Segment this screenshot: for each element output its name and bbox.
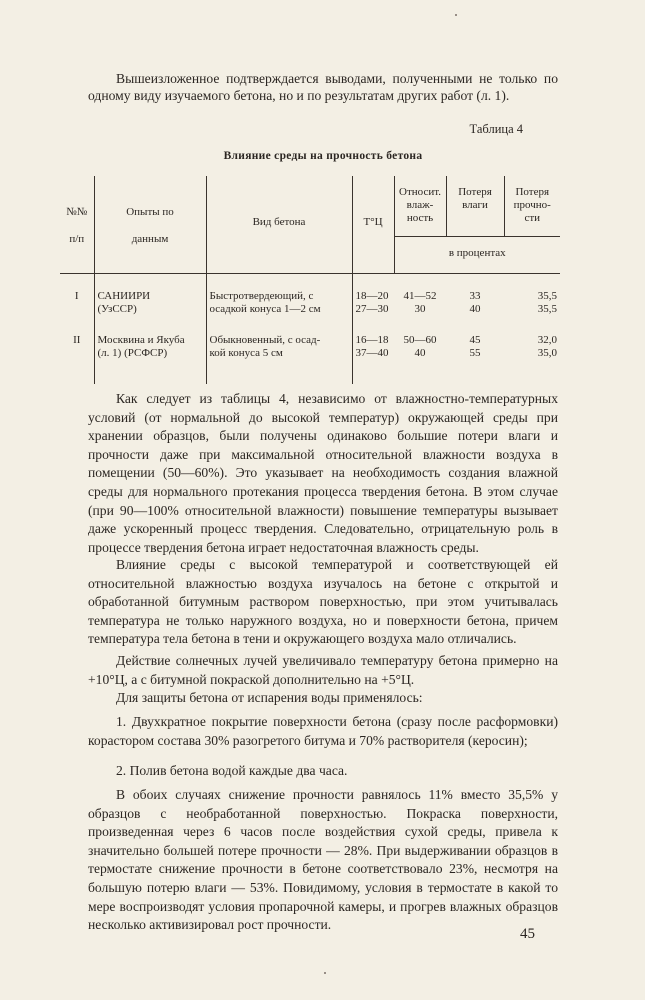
body-paragraph: 1. Двухкратное покрытие поверхности бетона (сразу после расформовки) корастором состава 30% разогретого битума и 70% растворителя (керосин); bbox=[88, 714, 558, 748]
body-paragraph: Как следует из таблицы 4, независимо от влажностно-температурных условий (от нормальной до высокой температур) окружающей среды при хранении образцов, были получены одинаково большие потери влаги и прочности даже при максимальной относительной влажности воздуха в помещении (50—60%). Это указывает на необходимость создания влажной среды для нормального протекания процесса твердения бетона. В этом случае (при 90—100% относительной влажности) повышение температуры вызывает даже ускоренный процесс твердения. Следовательно, отрицательную роль в процессе твердения бетона играет недостаточная влажность среды. bbox=[88, 391, 558, 555]
page-number: 45 bbox=[520, 926, 535, 942]
row-number: I bbox=[74, 290, 79, 302]
row-temperature: 16—18 37—40 bbox=[352, 316, 394, 384]
table-row bbox=[60, 274, 560, 317]
table-title: Влияние среды на прочность бетона bbox=[223, 150, 423, 162]
row-humidity: 50—60 40 bbox=[403, 334, 437, 359]
body-paragraph: Для защиты бетона от испарения воды применялось: bbox=[116, 690, 423, 705]
header-temperature: Т°Ц bbox=[352, 176, 394, 274]
body-paragraph: Влияние среды с высокой температурой и соответствующей ей относительной влажностью воздуха изучалось на бетоне с открытой и обработанной битумным раствором поверхностью, при этом учитывалась температура не только наружного воздуха, но и поверхности бетона, причем температура тела бетона в тени и окружающего воздуха мало отличались. bbox=[88, 557, 558, 647]
row-temperature: 18—20 27—30 bbox=[352, 274, 394, 317]
header-moisture-loss: Потеря влаги bbox=[446, 176, 504, 237]
body-paragraph: Действие солнечных лучей увеличивало температуру бетона примерно на +10°Ц, а с битумной покраской дополнительно на +5°Ц. bbox=[88, 653, 558, 687]
row-moisture-loss: 45 55 bbox=[469, 334, 481, 359]
header-concrete-type: Вид бетона bbox=[206, 176, 352, 274]
row-source: САНИИРИ (УзССР) bbox=[94, 274, 206, 317]
header-unit: в процентах bbox=[394, 237, 560, 274]
header-number: №№ п/п bbox=[60, 176, 94, 274]
row-concrete-type: Быстротвердеющий, с осадкой конуса 1—2 см bbox=[206, 274, 352, 317]
row-humidity: 41—52 30 bbox=[403, 290, 437, 315]
data-table bbox=[60, 176, 560, 384]
paper-speck bbox=[324, 972, 326, 974]
header-strength-loss: Потеря прочно- сти bbox=[504, 176, 560, 237]
row-moisture-loss: 33 40 bbox=[469, 290, 481, 315]
table-row bbox=[60, 316, 560, 384]
row-concrete-type: Обыкновенный, с осад- кой конуса 5 см bbox=[206, 316, 352, 384]
row-strength-loss: 32,0 35,0 bbox=[537, 334, 557, 359]
row-number: II bbox=[73, 334, 81, 346]
header-humidity: Относит. влаж- ность bbox=[394, 176, 446, 237]
intro-paragraph: Вышеизложенное подтверждается выводами, полученными не только по одному виду изучаемого бетона, но и по результатам других работ (л. 1). bbox=[88, 71, 558, 103]
row-strength-loss: 35,5 35,5 bbox=[537, 290, 557, 315]
body-paragraph: В обоих случаях снижение прочности равнялось 11% вместо 35,5% у образцов с необработанной поверхностью. Покраска поверхности, произведенная через 6 часов после воздействия сухой среды, привела к значительно большей потере прочности — 28%. При выдерживании образцов в термостате снижение прочности в бетоне соответствовало 23%, несмотря на большую потерю влаги — 53%. Повидимому, условия в термостате в какой то мере воспроизводят условия пропарочной камеры, и прогрев влажных образцов несколько активизировал рост прочности. bbox=[88, 787, 558, 933]
header-source: Опыты по данным bbox=[94, 176, 206, 274]
body-paragraph: 2. Полив бетона водой каждые два часа. bbox=[116, 763, 348, 778]
row-source: Москвина и Якуба (л. 1) (РСФСР) bbox=[94, 316, 206, 384]
paper-speck bbox=[455, 14, 457, 16]
table-caption: Таблица 4 bbox=[469, 122, 523, 136]
table-header-row bbox=[60, 176, 560, 237]
